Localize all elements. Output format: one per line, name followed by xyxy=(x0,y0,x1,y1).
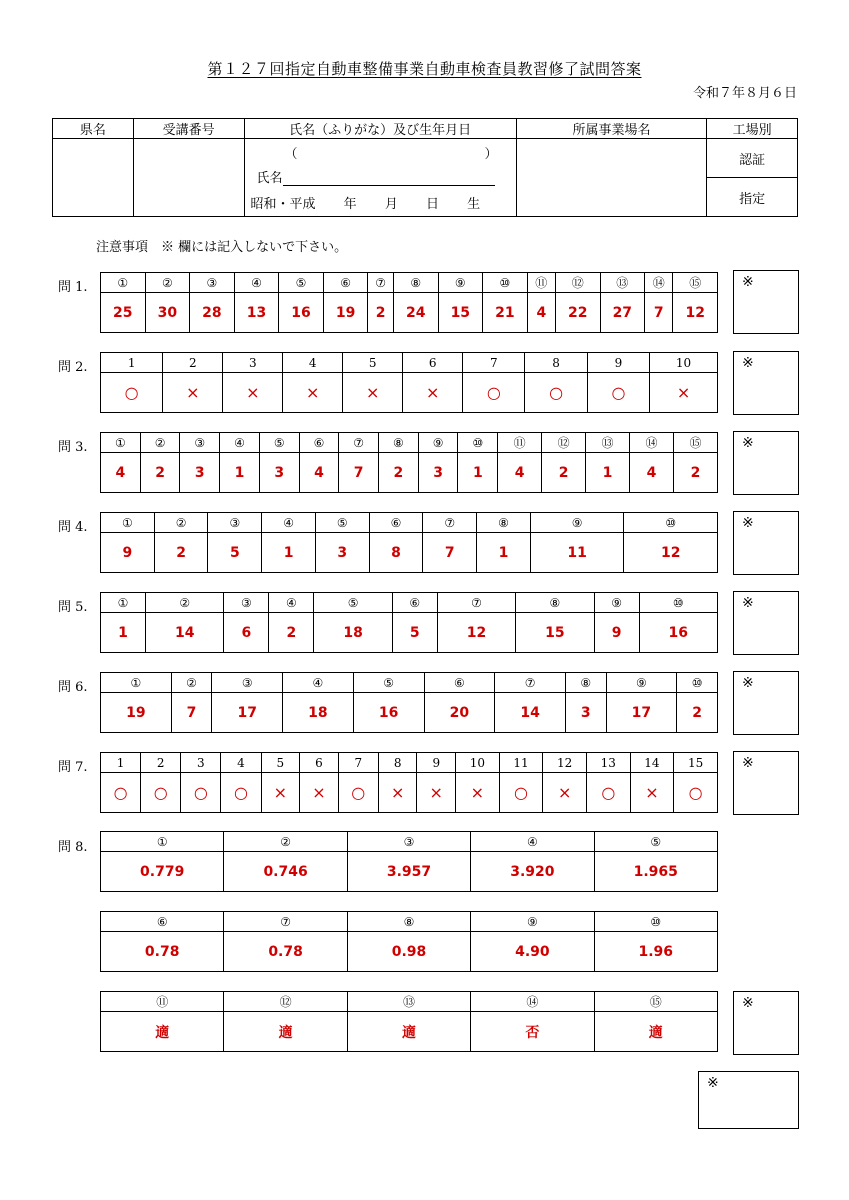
answer-cell[interactable]: 17 xyxy=(606,693,677,733)
answer-cell[interactable]: × xyxy=(300,773,339,813)
question-number: 5 xyxy=(261,753,300,773)
answer-cell[interactable]: 適 xyxy=(347,1012,470,1052)
furigana-close: ） xyxy=(484,147,498,162)
score-mark: ※ xyxy=(742,355,754,371)
answer-cell[interactable]: 2 xyxy=(368,293,394,333)
header-factory-type: 工場別 xyxy=(707,119,798,139)
answer-cell[interactable]: 0.779 xyxy=(101,852,224,892)
answer-cell[interactable]: 1 xyxy=(262,533,316,573)
question-number: 8 xyxy=(378,753,417,773)
q7-table xyxy=(100,752,718,813)
score-mark: ※ xyxy=(742,755,754,771)
answer-cell[interactable]: 14 xyxy=(146,613,224,653)
answer-cell[interactable]: 16 xyxy=(353,693,424,733)
answer-cell[interactable]: 16 xyxy=(279,293,324,333)
q1-table xyxy=(100,272,718,333)
prefecture-field[interactable] xyxy=(53,139,134,217)
answer-cell[interactable]: 1.96 xyxy=(594,932,717,972)
answer-cell[interactable]: 3 xyxy=(315,533,369,573)
question-number: ⑭ xyxy=(630,433,674,453)
q1-label: 問 1. xyxy=(58,280,88,295)
answer-cell[interactable]: 2 xyxy=(154,533,208,573)
answer-cell[interactable]: × xyxy=(261,773,300,813)
answer-cell[interactable]: 3.957 xyxy=(347,852,470,892)
answer-cell[interactable]: 3 xyxy=(565,693,606,733)
answer-cell[interactable]: 28 xyxy=(190,293,235,333)
name-birthdate-field[interactable] xyxy=(244,139,516,217)
answer-cell[interactable]: 0.98 xyxy=(347,932,470,972)
question-number: 4 xyxy=(283,353,343,373)
answer-cell[interactable]: 30 xyxy=(145,293,190,333)
answer-cell[interactable]: 0.78 xyxy=(224,932,347,972)
question-number: 7 xyxy=(338,753,378,773)
answer-cell[interactable]: × xyxy=(650,373,718,413)
question-number: 3 xyxy=(223,353,283,373)
q5-table xyxy=(100,592,718,653)
question-number: ⑩ xyxy=(458,433,498,453)
answer-cell[interactable]: × xyxy=(417,773,456,813)
question-number: ⑫ xyxy=(542,433,586,453)
answer-cell[interactable]: 12 xyxy=(673,293,718,333)
question-number: 12 xyxy=(543,753,587,773)
notice-text: 注意事項 ※ 欄には記入しないで下さい。 xyxy=(96,240,348,255)
answer-cell[interactable]: ○ xyxy=(141,773,181,813)
question-number: 2 xyxy=(163,353,223,373)
question-number: ① xyxy=(101,593,146,613)
question-number: ② xyxy=(140,433,180,453)
total-score-box xyxy=(698,1071,799,1129)
answer-cell[interactable]: 3 xyxy=(180,453,220,493)
score-mark: ※ xyxy=(742,435,754,451)
question-number: ② xyxy=(154,513,208,533)
workplace-field[interactable] xyxy=(516,139,706,217)
question-number: ⑮ xyxy=(673,273,718,293)
question-number: 1 xyxy=(101,753,141,773)
score-mark: ※ xyxy=(742,595,754,611)
q8-table-row3 xyxy=(100,991,718,1052)
answer-cell[interactable]: × xyxy=(163,373,223,413)
answer-cell[interactable]: 1 xyxy=(477,533,531,573)
answer-cell[interactable]: 13 xyxy=(234,293,279,333)
question-number: ⑦ xyxy=(368,273,394,293)
answer-cell[interactable]: 1 xyxy=(458,453,498,493)
answer-cell[interactable]: 18 xyxy=(314,613,392,653)
question-number: ⑦ xyxy=(437,593,515,613)
answer-cell[interactable]: 19 xyxy=(323,293,368,333)
question-number: 14 xyxy=(630,753,674,773)
question-number: ⑤ xyxy=(314,593,392,613)
answer-cell[interactable]: 5 xyxy=(208,533,262,573)
question-number: 3 xyxy=(181,753,221,773)
answer-cell[interactable]: 14 xyxy=(495,693,566,733)
answer-cell[interactable]: 15 xyxy=(438,293,483,333)
question-number: ④ xyxy=(283,673,354,693)
answer-cell[interactable]: 24 xyxy=(393,293,438,333)
score-mark: ※ xyxy=(742,274,754,290)
question-number: 15 xyxy=(674,753,718,773)
answer-cell[interactable]: 9 xyxy=(594,613,639,653)
answer-cell[interactable]: 19 xyxy=(101,693,172,733)
header-name-birthdate: 氏名（ふりがな）及び生年月日 xyxy=(244,119,516,139)
answer-cell[interactable]: 2 xyxy=(673,453,717,493)
header-workplace: 所属事業場名 xyxy=(516,119,706,139)
answer-cell[interactable]: ○ xyxy=(101,773,141,813)
q6-label: 問 6. xyxy=(58,680,88,695)
birth-month: 月 xyxy=(384,197,398,212)
question-number: 10 xyxy=(650,353,718,373)
answer-cell[interactable]: 3.920 xyxy=(471,852,594,892)
answer-cell[interactable]: ○ xyxy=(338,773,378,813)
q3-score-box xyxy=(733,431,799,495)
question-number: ⑤ xyxy=(594,832,717,852)
answer-cell[interactable]: 7 xyxy=(339,453,379,493)
answer-cell[interactable]: 15 xyxy=(516,613,594,653)
factory-type-designated[interactable]: 指定 xyxy=(707,178,798,217)
question-number: ⑤ xyxy=(259,433,299,453)
question-number: ④ xyxy=(234,273,279,293)
question-number: ⑨ xyxy=(438,273,483,293)
question-number: ⑦ xyxy=(495,673,566,693)
question-number: ⑤ xyxy=(353,673,424,693)
furigana-open: （ xyxy=(284,147,298,162)
q4-label: 問 4. xyxy=(58,520,88,535)
question-number: ③ xyxy=(224,593,269,613)
answer-cell[interactable]: 12 xyxy=(624,533,718,573)
answer-cell[interactable]: 1 xyxy=(101,613,146,653)
q8-label: 問 8. xyxy=(58,840,88,855)
question-number: ④ xyxy=(262,513,316,533)
answer-cell[interactable]: ○ xyxy=(181,773,221,813)
score-mark: ※ xyxy=(742,515,754,531)
question-number: ⑮ xyxy=(594,992,717,1012)
question-number: ⑪ xyxy=(498,433,542,453)
question-number: ⑧ xyxy=(393,273,438,293)
answer-cell[interactable]: × xyxy=(283,373,343,413)
answer-cell[interactable]: 6 xyxy=(224,613,269,653)
answer-cell[interactable]: 7 xyxy=(645,293,673,333)
question-number: ⑨ xyxy=(606,673,677,693)
question-number: ⑩ xyxy=(639,593,717,613)
question-number: ⑬ xyxy=(586,433,630,453)
examinee-info-table xyxy=(52,118,798,217)
answer-cell[interactable]: 2 xyxy=(677,693,718,733)
answer-cell[interactable]: 2 xyxy=(379,453,419,493)
question-number: ⑥ xyxy=(299,433,339,453)
question-number: ③ xyxy=(208,513,262,533)
question-number: ① xyxy=(101,433,141,453)
answer-cell[interactable]: 適 xyxy=(224,1012,347,1052)
question-number: ⑩ xyxy=(594,912,717,932)
q2-score-box xyxy=(733,351,799,415)
question-number: 10 xyxy=(456,753,500,773)
birth-day: 日 xyxy=(425,197,439,212)
question-number: ⑦ xyxy=(339,433,379,453)
question-number: ④ xyxy=(471,832,594,852)
question-number: 11 xyxy=(499,753,543,773)
answer-cell[interactable]: 2 xyxy=(269,613,314,653)
answer-cell[interactable]: 適 xyxy=(594,1012,717,1052)
question-number: ⑥ xyxy=(323,273,368,293)
question-number: ⑥ xyxy=(369,513,423,533)
answer-cell[interactable]: 7 xyxy=(423,533,477,573)
q4-score-box xyxy=(733,511,799,575)
question-number: ⑨ xyxy=(471,912,594,932)
answer-cell[interactable]: × xyxy=(456,773,500,813)
birth-suffix: 生 xyxy=(467,197,481,212)
answer-cell[interactable]: ○ xyxy=(586,773,630,813)
question-number: ⑮ xyxy=(673,433,717,453)
answer-cell[interactable]: ○ xyxy=(101,373,163,413)
answer-cell[interactable]: 2 xyxy=(140,453,180,493)
answer-cell[interactable]: 25 xyxy=(101,293,146,333)
question-number: 2 xyxy=(141,753,181,773)
answer-cell[interactable]: 5 xyxy=(392,613,437,653)
question-number: 8 xyxy=(525,353,587,373)
birth-year: 年 xyxy=(343,197,357,212)
question-number: ① xyxy=(101,513,155,533)
question-number: 9 xyxy=(417,753,456,773)
answer-cell[interactable]: ○ xyxy=(463,373,525,413)
question-number: ⑧ xyxy=(565,673,606,693)
question-number: ⑥ xyxy=(101,912,224,932)
birthdate-row xyxy=(251,193,481,212)
answer-cell[interactable]: × xyxy=(630,773,674,813)
answer-cell[interactable]: 27 xyxy=(600,293,645,333)
answer-cell[interactable]: 適 xyxy=(101,1012,224,1052)
question-number: ② xyxy=(171,673,212,693)
question-number: ⑩ xyxy=(483,273,528,293)
question-number: ⑧ xyxy=(379,433,419,453)
answer-cell[interactable]: 4 xyxy=(299,453,339,493)
question-number: 6 xyxy=(403,353,463,373)
document-title: 第１２７回指定自動車整備事業自動車検査員教習修了試問答案 xyxy=(207,60,642,78)
answer-cell[interactable]: × xyxy=(403,373,463,413)
question-number: ① xyxy=(101,832,224,852)
birth-era: 昭和・平成 xyxy=(250,197,316,212)
answer-cell[interactable]: 4 xyxy=(498,453,542,493)
name-row xyxy=(257,167,495,186)
question-number: ⑧ xyxy=(516,593,594,613)
answer-cell[interactable]: ○ xyxy=(499,773,543,813)
question-number: ⑥ xyxy=(424,673,495,693)
answer-cell[interactable]: ○ xyxy=(221,773,261,813)
answer-cell[interactable]: 3 xyxy=(418,453,458,493)
answer-cell[interactable]: 20 xyxy=(424,693,495,733)
question-number: ③ xyxy=(347,832,470,852)
score-mark: ※ xyxy=(707,1075,719,1091)
question-number: ⑩ xyxy=(677,673,718,693)
question-number: ⑨ xyxy=(418,433,458,453)
answer-cell[interactable]: 4 xyxy=(101,453,141,493)
question-number: 5 xyxy=(343,353,403,373)
header-student-number: 受講番号 xyxy=(133,119,244,139)
question-number: ④ xyxy=(220,433,260,453)
question-number: ⑬ xyxy=(347,992,470,1012)
q8-table-row2 xyxy=(100,911,718,972)
answer-cell[interactable]: 4 xyxy=(527,293,555,333)
question-number: ⑩ xyxy=(624,513,718,533)
q2-label: 問 2. xyxy=(58,360,88,375)
score-mark: ※ xyxy=(742,675,754,691)
question-number: 4 xyxy=(221,753,261,773)
question-number: ⑭ xyxy=(471,992,594,1012)
answer-cell[interactable]: 9 xyxy=(101,533,155,573)
question-number: ⑬ xyxy=(600,273,645,293)
answer-cell[interactable]: 0.78 xyxy=(101,932,224,972)
question-number: ⑪ xyxy=(101,992,224,1012)
question-number: ③ xyxy=(180,433,220,453)
question-number: ③ xyxy=(190,273,235,293)
q6-table xyxy=(100,672,718,733)
question-number: ⑦ xyxy=(423,513,477,533)
answer-cell[interactable]: 7 xyxy=(171,693,212,733)
question-number: ⑧ xyxy=(477,513,531,533)
question-number: ⑦ xyxy=(224,912,347,932)
question-number: 6 xyxy=(300,753,339,773)
answer-cell[interactable]: × xyxy=(543,773,587,813)
q7-label: 問 7. xyxy=(58,760,88,775)
question-number: ⑥ xyxy=(392,593,437,613)
answer-cell[interactable]: 21 xyxy=(483,293,528,333)
answer-cell[interactable]: × xyxy=(343,373,403,413)
q3-label: 問 3. xyxy=(58,440,88,455)
question-number: ② xyxy=(146,593,224,613)
question-number: 1 xyxy=(101,353,163,373)
answer-cell[interactable]: 1 xyxy=(220,453,260,493)
q4-table xyxy=(100,512,718,573)
question-number: ③ xyxy=(212,673,283,693)
student-number-field[interactable] xyxy=(133,139,244,217)
question-number: ⑨ xyxy=(530,513,624,533)
answer-cell[interactable]: 1.965 xyxy=(594,852,717,892)
question-number: 7 xyxy=(463,353,525,373)
answer-cell[interactable]: × xyxy=(223,373,283,413)
answer-cell[interactable]: 否 xyxy=(471,1012,594,1052)
question-number: ④ xyxy=(269,593,314,613)
factory-type-certified[interactable]: 認証 xyxy=(707,139,798,178)
q3-table xyxy=(100,432,718,493)
answer-cell[interactable]: ○ xyxy=(525,373,587,413)
q5-label: 問 5. xyxy=(58,600,88,615)
answer-cell[interactable]: 8 xyxy=(369,533,423,573)
answer-cell[interactable]: 1 xyxy=(586,453,630,493)
q2-table xyxy=(100,352,718,413)
answer-cell[interactable]: 0.746 xyxy=(224,852,347,892)
q8-table-row1 xyxy=(100,831,718,892)
question-number: ⑤ xyxy=(315,513,369,533)
score-mark: ※ xyxy=(742,995,754,1011)
question-number: ⑭ xyxy=(645,273,673,293)
question-number: ⑫ xyxy=(555,273,600,293)
q6-score-box xyxy=(733,671,799,735)
answer-cell[interactable]: ○ xyxy=(674,773,718,813)
name-underline xyxy=(283,171,495,186)
answer-cell[interactable]: 16 xyxy=(639,613,717,653)
q1-score-box xyxy=(733,270,799,334)
answer-cell[interactable]: 11 xyxy=(530,533,624,573)
document-date: 令和７年８月６日 xyxy=(692,86,797,101)
question-number: ⑫ xyxy=(224,992,347,1012)
question-number: 9 xyxy=(587,353,649,373)
question-number: ① xyxy=(101,673,172,693)
question-number: ⑧ xyxy=(347,912,470,932)
answer-cell[interactable]: 17 xyxy=(212,693,283,733)
answer-cell[interactable]: 22 xyxy=(555,293,600,333)
answer-cell[interactable]: 4.90 xyxy=(471,932,594,972)
answer-cell[interactable]: 18 xyxy=(283,693,354,733)
question-number: ② xyxy=(224,832,347,852)
answer-cell[interactable]: 3 xyxy=(259,453,299,493)
question-number: ⑪ xyxy=(527,273,555,293)
question-number: ⑤ xyxy=(279,273,324,293)
name-label: 氏名 xyxy=(256,171,283,186)
header-prefecture: 県名 xyxy=(53,119,134,139)
answer-cell[interactable]: 4 xyxy=(630,453,674,493)
question-number: ⑨ xyxy=(594,593,639,613)
question-number: ① xyxy=(101,273,146,293)
q7-score-box xyxy=(733,751,799,815)
question-number: 13 xyxy=(586,753,630,773)
question-number: ② xyxy=(145,273,190,293)
q8-score-box xyxy=(733,991,799,1055)
answer-cell[interactable]: × xyxy=(378,773,417,813)
answer-cell[interactable]: ○ xyxy=(587,373,649,413)
answer-cell[interactable]: 2 xyxy=(542,453,586,493)
q5-score-box xyxy=(733,591,799,655)
answer-cell[interactable]: 12 xyxy=(437,613,515,653)
